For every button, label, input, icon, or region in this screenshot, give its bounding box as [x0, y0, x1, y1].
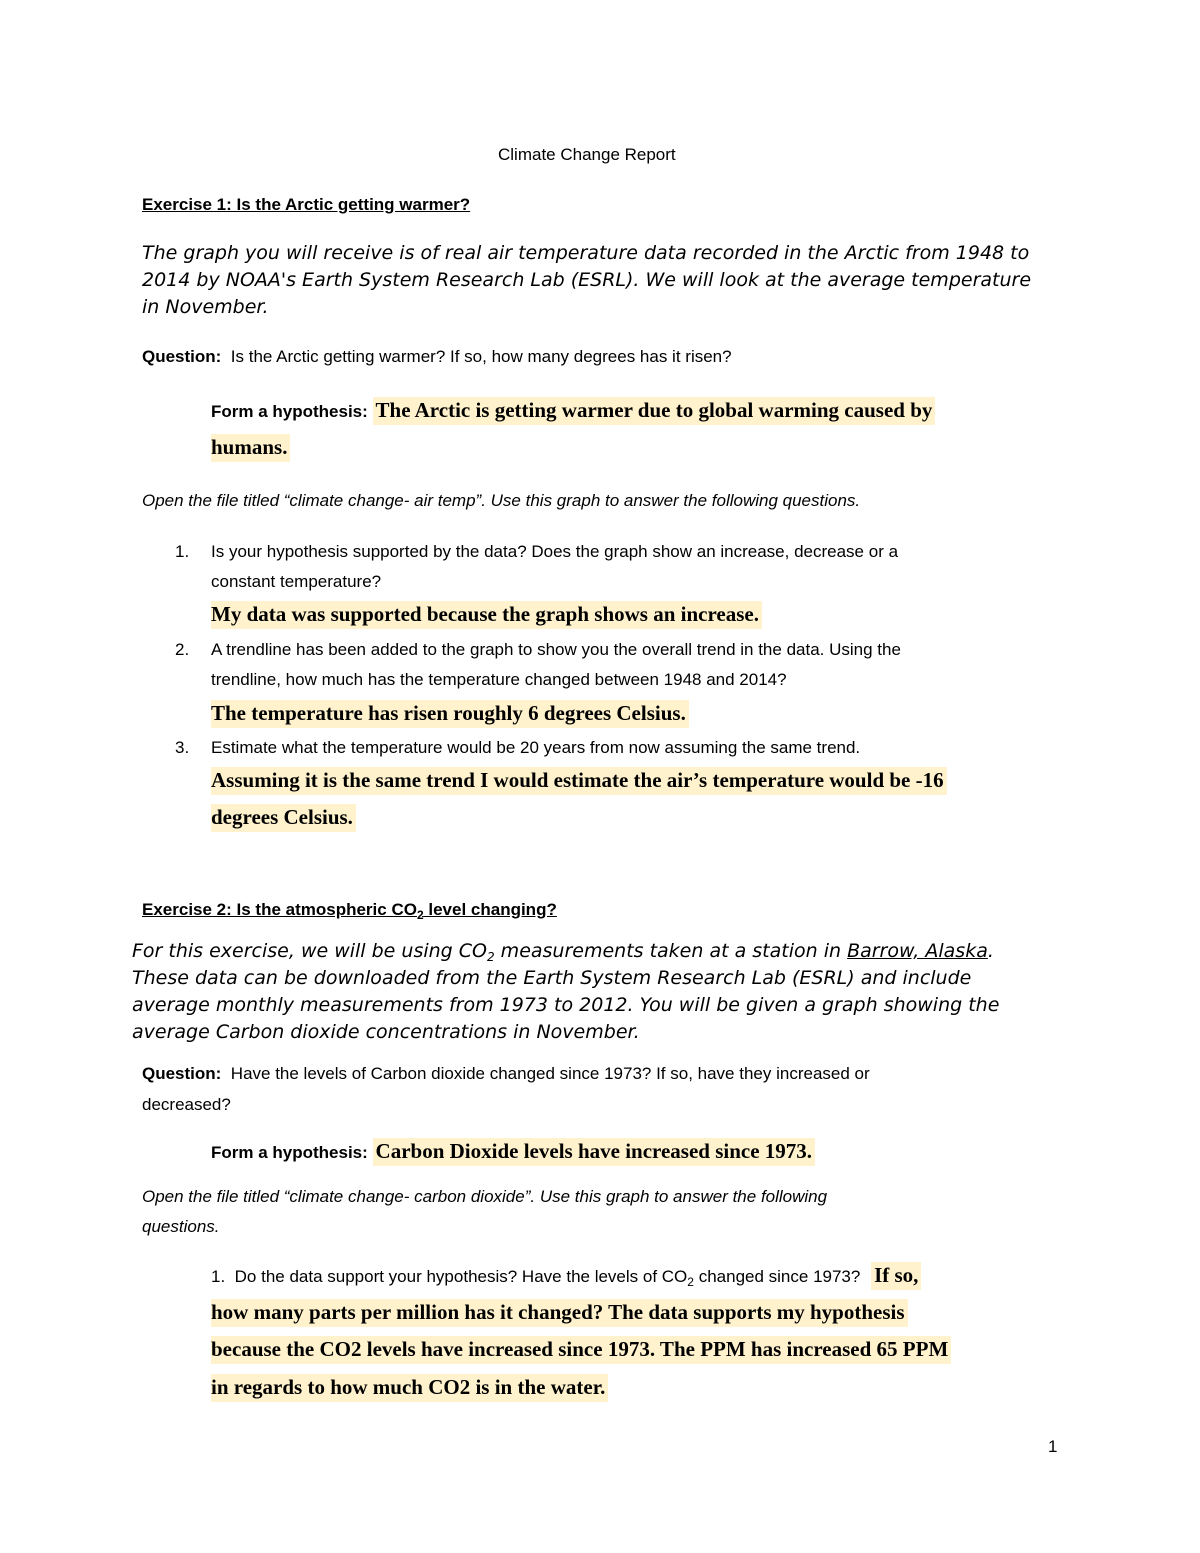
ex2-question-label: Question: — [142, 1064, 222, 1083]
exercise-2-heading — [142, 900, 557, 920]
exercise-1-intro: The graph you will receive is of real air temperature data recorded in the Arctic from 1948 to 2014 by NOAA's Earth System Research Lab (ESRL). We will look at the average temperature in November. — [142, 242, 1032, 318]
ex2-open-file-line-2: questions. — [142, 1217, 220, 1236]
ex1-q2-number: 2. — [175, 640, 190, 659]
ex2-heading-post: level changing? — [423, 900, 557, 919]
ex2-hypothesis-answer: Carbon Dioxide levels have increased since 1973. — [373, 1138, 816, 1166]
question-label: Question: — [142, 347, 222, 366]
ex2-q1-pre: Do the data support your hypothesis? Have the levels of CO — [234, 1267, 688, 1286]
ex2-q1 — [211, 1263, 921, 1288]
ex2-intro-post: . These data can be downloaded from the Earth System Research Lab (ESRL) and include average monthly measurements from 1973 to 2012. You will be given a graph showing the average Carbon dioxide concentrations in November. — [132, 940, 1000, 1043]
ex2-intro-pre: For this exercise, we will be using CO — [132, 940, 487, 962]
ex2-answer-wrap-4 — [211, 1375, 608, 1400]
ex1-q3-number: 3. — [175, 738, 190, 757]
ex2-answer-line-1: If so, — [871, 1262, 921, 1290]
ex2-question-line-1: Have the levels of Carbon dioxide changed since 1973? If so, have they increased or — [230, 1064, 870, 1083]
ex2-answer-wrap-2 — [211, 1300, 908, 1325]
ex2-answer-wrap-3 — [211, 1337, 951, 1362]
barrow-alaska-link[interactable]: Barrow, Alaska — [847, 940, 988, 962]
page-number: 1 — [1048, 1437, 1058, 1456]
ex2-hypothesis-label: Form a hypothesis: — [211, 1143, 368, 1162]
ex1-q1-line-2: constant temperature? — [211, 572, 382, 591]
exercise-1-hypothesis — [211, 398, 935, 423]
ex2-intro-sub: 2 — [487, 950, 495, 964]
ex2-heading-sub: 2 — [416, 908, 424, 922]
hypothesis-answer-line-2: humans. — [211, 434, 290, 462]
exercise-1-open-file: Open the file titled “climate change- air temp”. Use this graph to answer the following questions. — [142, 491, 861, 510]
ex2-open-file-line-1: Open the file titled “climate change- carbon dioxide”. Use this graph to answer the following — [142, 1187, 828, 1206]
ex2-heading-pre: Exercise 2: Is the atmospheric CO — [142, 900, 417, 919]
ex1-a3-wrap-2 — [211, 805, 356, 830]
question-text: Is the Arctic getting warmer? If so, how many degrees has it risen? — [230, 347, 732, 366]
ex1-q2-line-2: trendline, how much has the temperature changed between 1948 and 2014? — [211, 670, 787, 689]
ex2-q1-sub: 2 — [687, 1275, 694, 1289]
ex2-q1-post: changed since 1973? — [693, 1267, 861, 1286]
ex1-q3-line-1: Estimate what the temperature would be 20 years from now assuming the same trend. — [211, 738, 861, 757]
exercise-1-question — [142, 347, 732, 367]
exercise-2-question — [142, 1064, 870, 1084]
hypothesis-answer-line-1: The Arctic is getting warmer due to global warming caused by — [373, 397, 936, 425]
exercise-1-hypothesis-cont — [211, 435, 290, 460]
exercise-2-hypothesis — [211, 1139, 815, 1164]
exercise-2-intro — [132, 938, 1037, 1046]
ex1-q2-line-1: A trendline has been added to the graph to show you the overall trend in the data. Using the — [211, 640, 901, 659]
ex2-answer-line-4: in regards to how much CO2 is in the water. — [211, 1374, 608, 1402]
ex2-intro-mid: measurements taken at a station in — [494, 940, 848, 962]
ex1-q1-line-1: Is your hypothesis supported by the data? Does the graph show an increase, decrease or a — [211, 542, 899, 561]
ex1-answer-2: The temperature has risen roughly 6 degrees Celsius. — [211, 700, 689, 728]
ex1-a1-wrap — [211, 602, 762, 627]
report-title: Climate Change Report — [498, 145, 676, 164]
ex2-answer-line-3: because the CO2 levels have increased since 1973. The PPM has increased 65 PPM — [211, 1336, 951, 1364]
ex1-a2-wrap — [211, 701, 689, 726]
hypothesis-label: Form a hypothesis: — [211, 402, 368, 421]
ex1-q1-number: 1. — [175, 542, 190, 561]
ex2-q1-number: 1. — [211, 1267, 226, 1286]
ex1-answer-3-line-1: Assuming it is the same trend I would estimate the air’s temperature would be -16 — [211, 767, 947, 795]
ex2-answer-line-2: how many parts per million has it changed? The data supports my hypothesis — [211, 1299, 908, 1327]
ex1-answer-1: My data was supported because the graph shows an increase. — [211, 601, 762, 629]
ex2-question-line-2: decreased? — [142, 1095, 231, 1114]
ex1-answer-3-line-2: degrees Celsius. — [211, 804, 356, 832]
exercise-1-heading: Exercise 1: Is the Arctic getting warmer? — [142, 195, 471, 214]
ex1-a3-wrap-1 — [211, 768, 947, 793]
